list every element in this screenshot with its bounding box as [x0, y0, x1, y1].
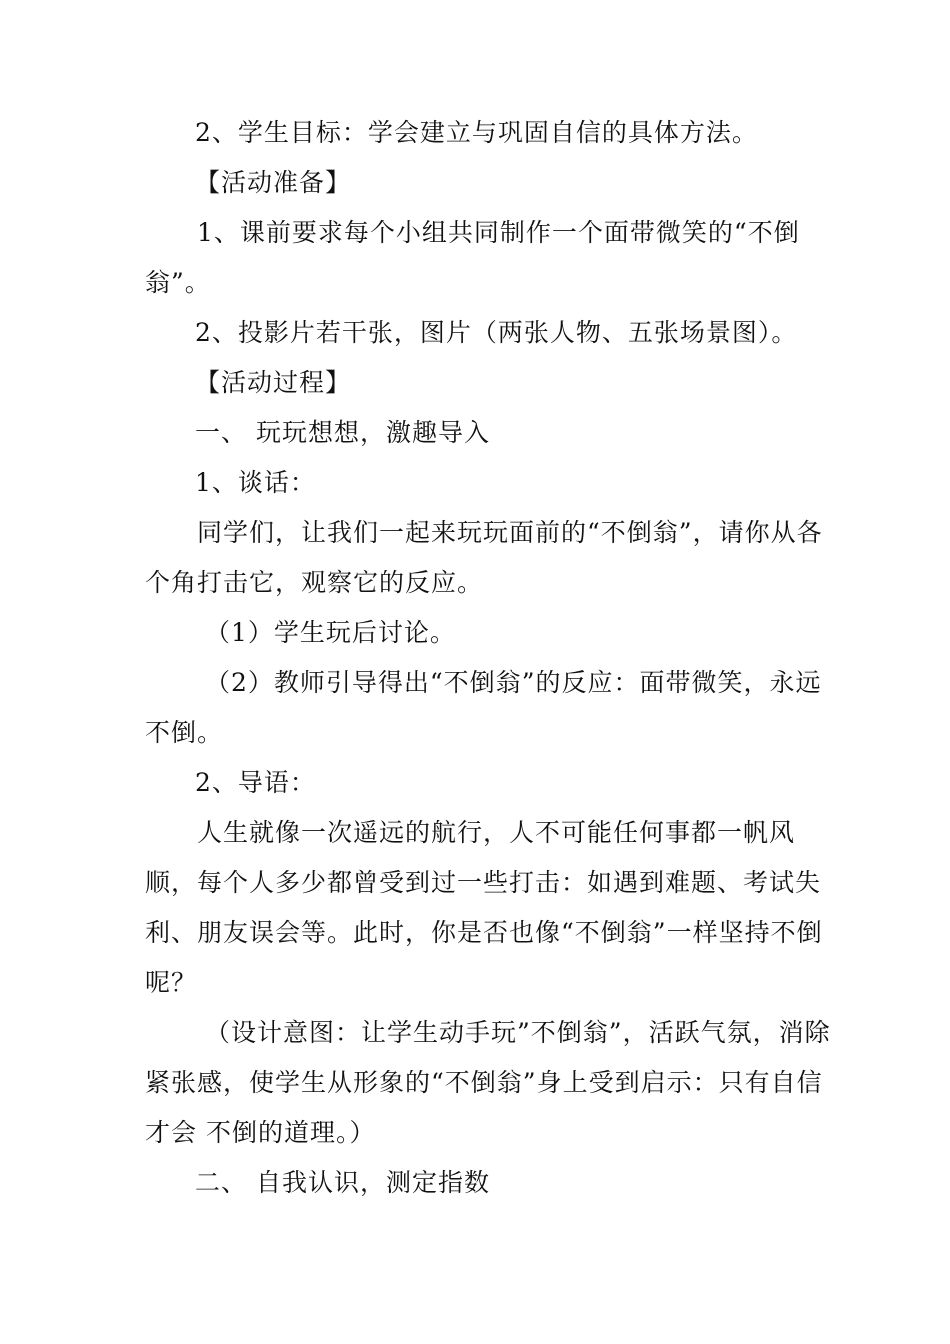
paragraph-step-2: （2）教师引导得出“不倒翁”的反应：面带微笑，永远不倒。: [145, 668, 822, 747]
paragraph-prep-item-2: 2、投影片若干张，图片（两张人物、五张场景图）。: [195, 318, 798, 347]
paragraph-talk-body: 同学们，让我们一起来玩玩面前的“不倒翁”，请你从各个角打击它，观察它的反应。: [145, 518, 823, 597]
paragraph-design-intent: （设计意图：让学生动手玩”不倒翁”，活跃气氛，消除紧张感，使学生从形象的“不倒翁”身上受到启示：只有自信才会 不倒的道理。）: [145, 1018, 831, 1147]
paragraph-student-goal: 2、学生目标：学会建立与巩固自信的具体方法。: [195, 118, 758, 147]
paragraph-intro-body: 人生就像一次遥远的航行，人不可能任何事都一帆风顺，每个人多少都曾受到过一些打击：如遇到难题、考试失利、朋友误会等。此时，你是否也像“不倒翁”一样坚持不倒呢？: [145, 818, 823, 997]
heading-activity-process: 【活动过程】: [195, 368, 352, 397]
subheading-talk: 1、谈话：: [195, 468, 316, 497]
section-heading-1: 一、 玩玩想想，激趣导入: [195, 418, 490, 447]
paragraph-step-1: （1）学生玩后讨论。: [205, 618, 456, 647]
paragraph-prep-item-1: 1、课前要求每个小组共同制作一个面带微笑的“不倒翁”。: [145, 218, 800, 297]
heading-activity-preparation: 【活动准备】: [195, 168, 352, 197]
subheading-intro: 2、导语：: [195, 768, 316, 797]
section-heading-2: 二、 自我认识，测定指数: [195, 1168, 490, 1197]
